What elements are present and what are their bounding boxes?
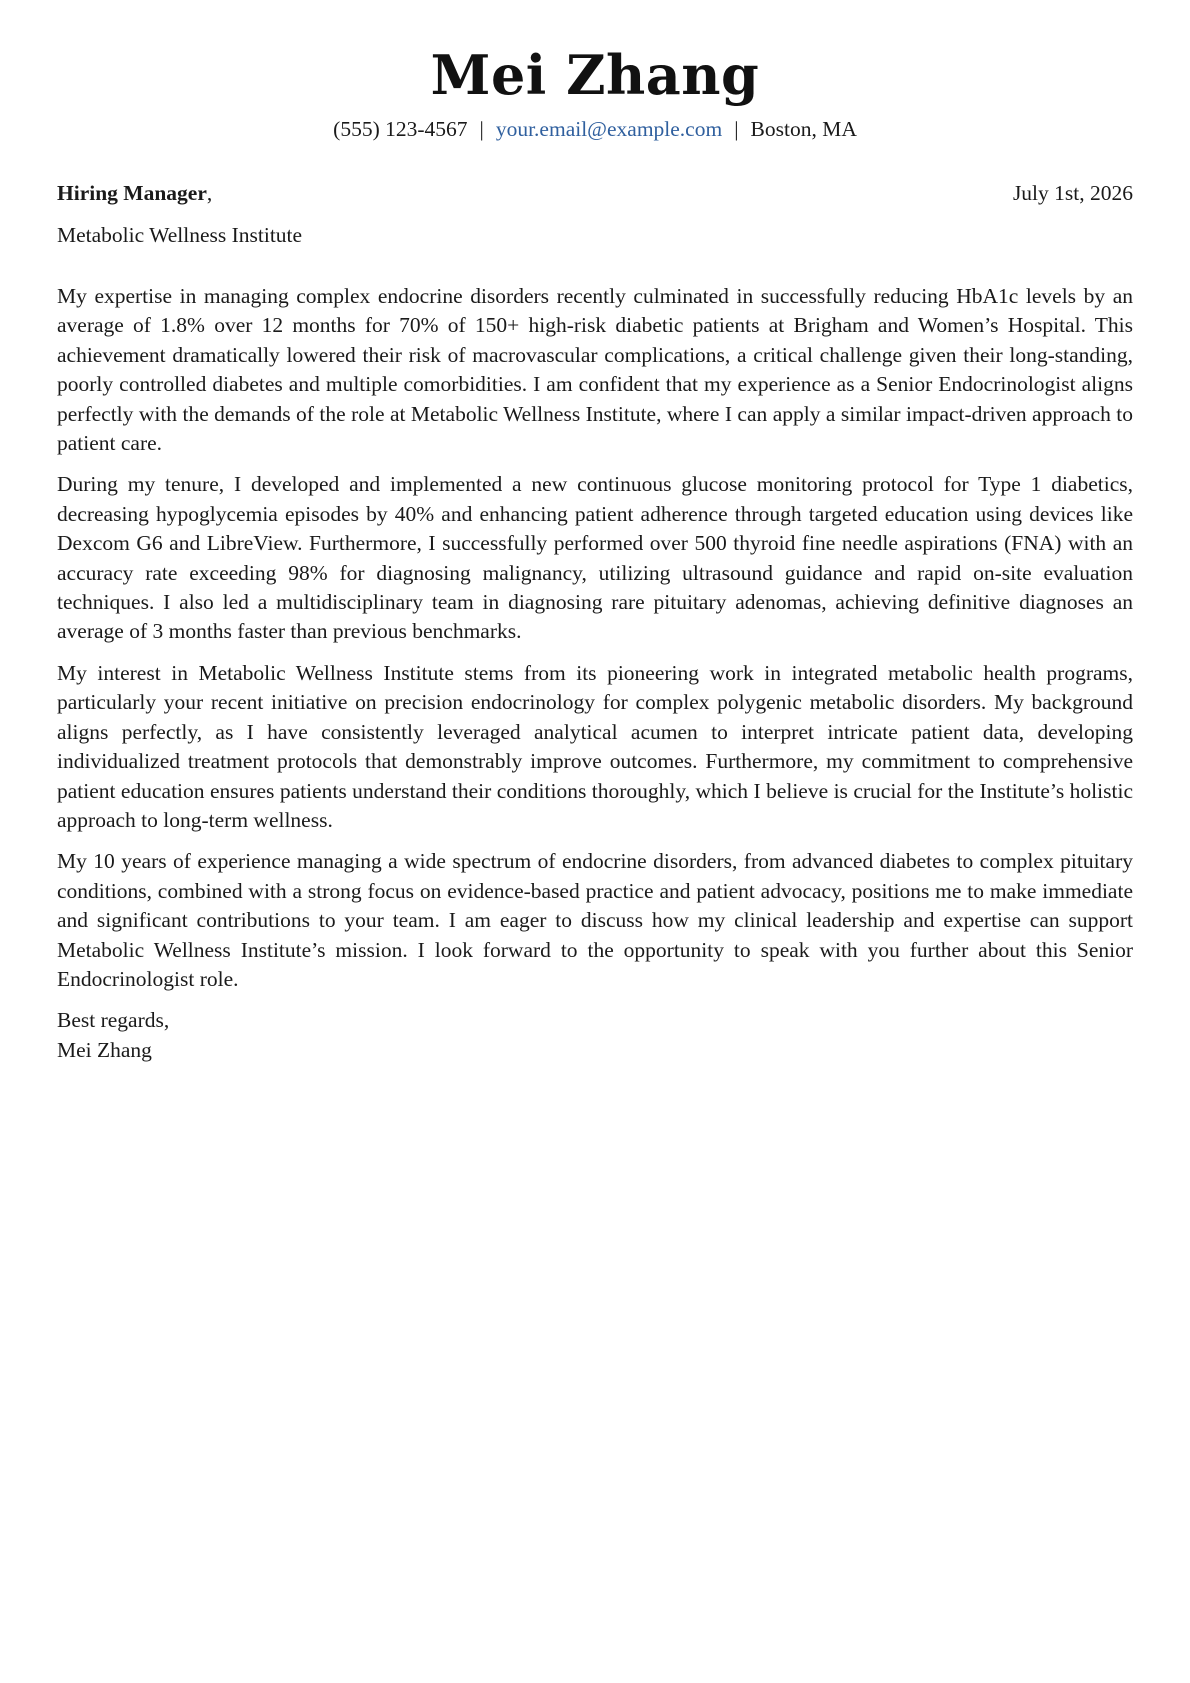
body-paragraph: My interest in Metabolic Wellness Institute stems from its pioneering work in integrated metabolic health programs, particularly your recent initiative on precision endocrinology for complex polygenic metabolic disorders. My background aligns perfectly, as I have consistently leveraged analytical acumen to interpret intricate patient data, developing individualized treatment protocols that demonstrably improve outcomes. Furthermore, my commitment to comprehensive patient education ensures patients understand their conditions thoroughly, which I believe is crucial for the Institute’s holistic approach to long-term wellness.	[57, 660, 1133, 832]
contact-line	[0, 114, 1190, 144]
valediction: Best regards,	[57, 1008, 170, 1033]
signature: Mei Zhang	[57, 1037, 152, 1062]
contact-separator: |	[479, 117, 484, 141]
salutation-punctuation: ,	[206, 181, 213, 205]
letter-date: July 1st, 2026	[1012, 181, 1133, 205]
phone-number: (555) 123-4567	[333, 117, 468, 141]
closing-block	[57, 1006, 1133, 1065]
location: Boston, MA	[750, 117, 857, 141]
salutation	[57, 178, 212, 208]
body-paragraph: My 10 years of experience managing a wide spectrum of endocrine disorders, from advanced diabetes to complex pituitary conditions, combined with a strong focus on evidence-based practice and patient advocacy, positions me to make immediate and significant contributions to your team. I am eager to discuss how my clinical leadership and expertise can support Metabolic Wellness Institute’s mission. I look forward to the opportunity to speak with you further about this Senior Endocrinologist role.	[57, 849, 1133, 991]
contact-separator: |	[734, 117, 739, 141]
recipient-company: Metabolic Wellness Institute	[57, 223, 303, 247]
body-paragraph: My expertise in managing complex endocrine disorders recently culminated in successfully reducing HbA1c levels by an average of 1.8% over 12 months for 70% of 150+ high-risk diabetic patients at Brigham and Women’s Hospital. This achievement dramatically lowered their risk of macrovascular complications, a critical challenge given their long-standing, poorly controlled diabetes and multiple comorbidities. I am confident that my experience as a Senior Endocrinologist aligns perfectly with the demands of the role at Metabolic Wellness Institute, where I can apply a similar impact-driven approach to patient care.	[57, 284, 1133, 456]
applicant-name: Mei Zhang	[430, 43, 760, 107]
email-link[interactable]: your.email@example.com	[495, 117, 723, 141]
letter-body	[57, 282, 1133, 1065]
body-paragraph: During my tenure, I developed and implemented a new continuous glucose monitoring protocol for Type 1 diabetics, decreasing hypoglycemia episodes by 40% and enhancing patient adherence through targeted education using devices like Dexcom G6 and LibreView. Furthermore, I successfully performed over 500 thyroid fine needle aspirations (FNA) with an accuracy rate exceeding 98% for diagnosing malignancy, utilizing ultrasound guidance and rapid on-site evaluation techniques. I also led a multidisciplinary team in diagnosing rare pituitary adenomas, achieving definitive diagnoses an average of 3 months faster than previous benchmarks.	[57, 472, 1133, 644]
salutation-name: Hiring Manager	[57, 181, 207, 205]
